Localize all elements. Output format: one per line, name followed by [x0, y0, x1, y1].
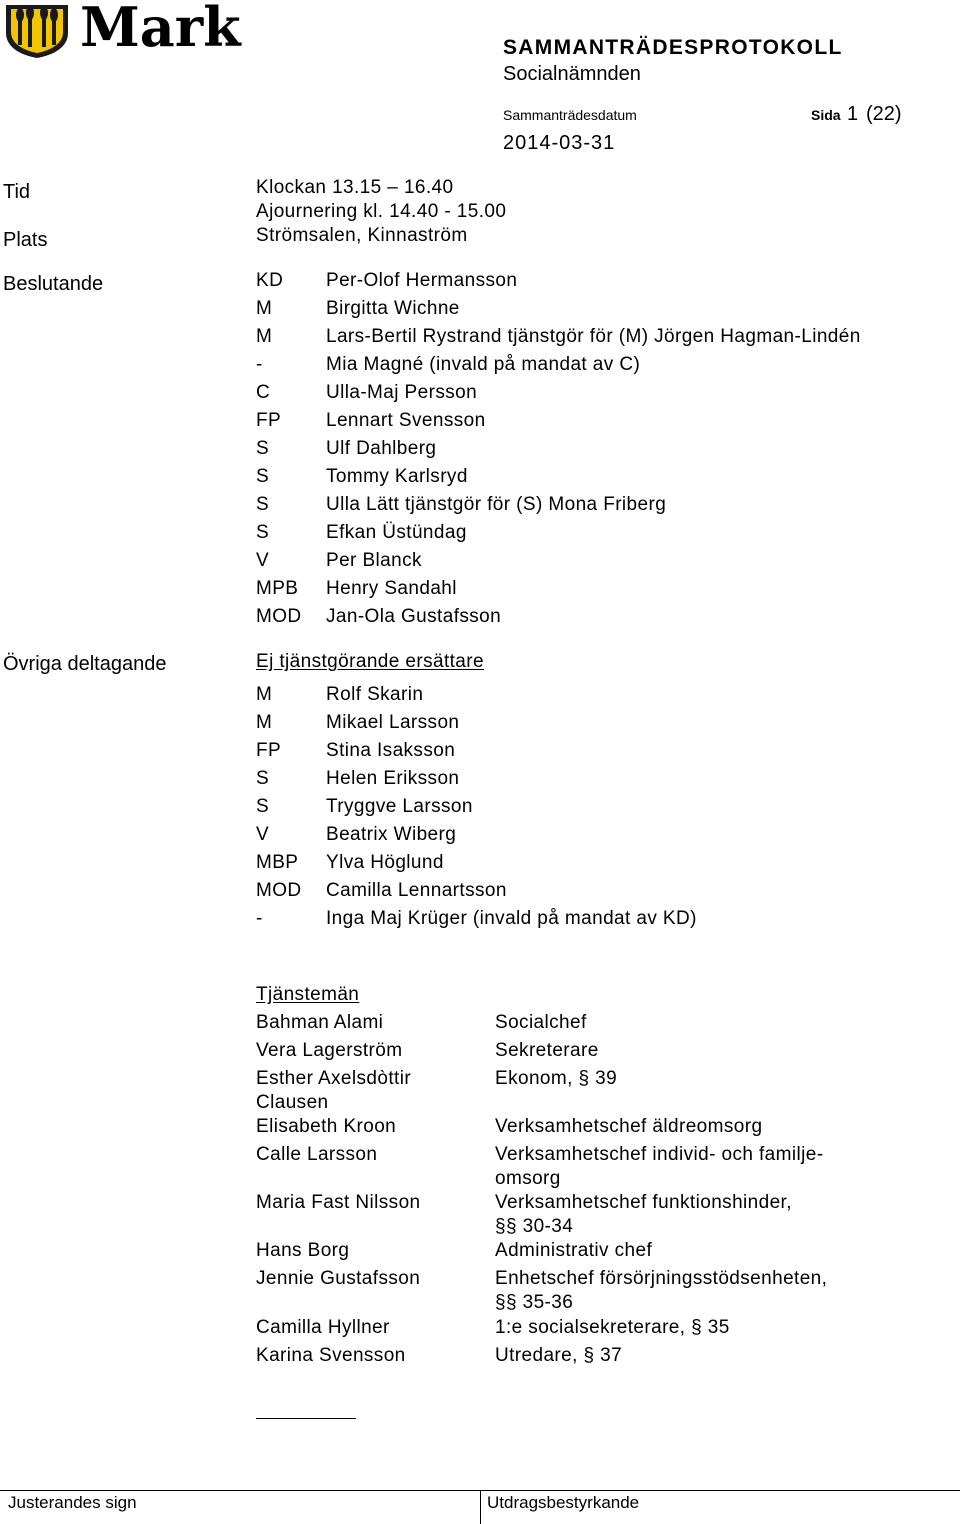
label-plats: Plats	[3, 229, 48, 251]
page-total: (22)	[866, 103, 902, 125]
member-name: Inga Maj Krüger (invald på mandat av KD)	[326, 908, 697, 929]
committee-name: Socialnämnden	[503, 63, 641, 85]
substitutes-heading: Ej tjänstgörande ersättare	[256, 651, 484, 672]
meeting-date: 2014-03-31	[503, 132, 616, 154]
label-beslutande: Beslutande	[3, 273, 104, 295]
party-code: S	[256, 796, 270, 817]
official-name: Elisabeth Kroon	[256, 1116, 397, 1137]
municipality-logo	[4, 0, 244, 59]
official-role: omsorg	[495, 1168, 561, 1189]
footer-justerandes-sign: Justerandes sign	[8, 1493, 137, 1512]
member-name: Mikael Larsson	[326, 712, 460, 733]
member-name: Jan-Ola Gustafsson	[326, 606, 502, 627]
page-number: 1	[847, 103, 859, 125]
official-role: Socialchef	[495, 1012, 587, 1033]
officials-heading: Tjänstemän	[256, 984, 360, 1005]
member-name: Helen Eriksson	[326, 768, 460, 789]
member-name: Rolf Skarin	[326, 684, 424, 705]
official-role: Verksamhetschef äldreomsorg	[495, 1116, 763, 1137]
official-name: Calle Larsson	[256, 1144, 378, 1165]
label-tid: Tid	[3, 181, 31, 203]
member-name: Lennart Svensson	[326, 410, 486, 431]
label-ovriga-deltagande: Övriga deltagande	[3, 653, 167, 675]
official-role: §§ 35-36	[495, 1292, 574, 1313]
official-name: Karina Svensson	[256, 1345, 406, 1366]
official-name: Esther Axelsdòttir	[256, 1068, 412, 1089]
member-name: Per Blanck	[326, 550, 422, 571]
party-code: FP	[256, 410, 282, 431]
footer-column-divider	[480, 1490, 481, 1524]
official-role: Verksamhetschef individ- och familje-	[495, 1144, 824, 1165]
party-code: M	[256, 684, 273, 705]
official-role: Administrativ chef	[495, 1240, 653, 1261]
member-name: Efkan Üstündag	[326, 522, 467, 543]
party-code: M	[256, 712, 273, 733]
party-code: S	[256, 494, 270, 515]
member-name: Ulla-Maj Persson	[326, 382, 478, 403]
party-code: MOD	[256, 880, 302, 901]
party-code: FP	[256, 740, 282, 761]
official-name: Hans Borg	[256, 1240, 350, 1261]
member-name: Beatrix Wiberg	[326, 824, 457, 845]
party-code: M	[256, 326, 273, 347]
member-name: Tommy Karlsryd	[326, 466, 468, 487]
member-name: Per-Olof Hermansson	[326, 270, 518, 291]
official-name: Jennie Gustafsson	[256, 1268, 421, 1289]
meeting-place: Strömsalen, Kinnaström	[256, 225, 468, 246]
party-code: S	[256, 466, 270, 487]
official-role: Enhetschef försörjningsstödsenheten,	[495, 1268, 828, 1289]
member-name: Stina Isaksson	[326, 740, 456, 761]
party-code: S	[256, 438, 270, 459]
member-name: Lars-Bertil Rystrand tjänstgör för (M) Jörgen Hagman-Lindén	[326, 326, 861, 347]
party-code: S	[256, 522, 270, 543]
party-code: C	[256, 382, 271, 403]
official-name: Camilla Hyllner	[256, 1317, 390, 1338]
time-line: Klockan 13.15 – 16.40	[256, 177, 454, 198]
member-name: Ylva Höglund	[326, 852, 444, 873]
party-code: V	[256, 824, 270, 845]
member-name: Ulf Dahlberg	[326, 438, 437, 459]
party-code: KD	[256, 270, 284, 291]
coat-of-arms-icon	[4, 3, 70, 59]
member-name: Mia Magné (invald på mandat av C)	[326, 354, 641, 375]
party-code: S	[256, 768, 270, 789]
official-role: Ekonom, § 39	[495, 1068, 618, 1089]
party-code: MBP	[256, 852, 299, 873]
member-name: Camilla Lennartsson	[326, 880, 507, 901]
official-role: §§ 30-34	[495, 1216, 574, 1237]
official-role: Verksamhetschef funktionshinder,	[495, 1192, 792, 1213]
meeting-date-label: Sammanträdesdatum	[503, 107, 637, 123]
member-name: Tryggve Larsson	[326, 796, 473, 817]
party-code: MPB	[256, 578, 299, 599]
member-name: Birgitta Wichne	[326, 298, 460, 319]
signature-line	[256, 1418, 356, 1419]
official-name: Bahman Alami	[256, 1012, 384, 1033]
footer-utdragsbestyrkande: Utdragsbestyrkande	[487, 1493, 640, 1512]
member-name: Ulla Lätt tjänstgör för (S) Mona Friberg	[326, 494, 667, 515]
adjournment-line: Ajournering kl. 14.40 - 15.00	[256, 201, 507, 222]
official-role: Sekreterare	[495, 1040, 599, 1061]
official-name: Maria Fast Nilsson	[256, 1192, 421, 1213]
document-title: SAMMANTRÄDESPROTOKOLL	[503, 36, 843, 59]
party-code: -	[256, 354, 263, 375]
party-code: MOD	[256, 606, 302, 627]
official-role: 1:e socialsekreterare, § 35	[495, 1317, 730, 1338]
member-name: Henry Sandahl	[326, 578, 457, 599]
page-label: Sida	[811, 107, 841, 123]
official-name: Clausen	[256, 1092, 329, 1113]
official-name: Vera Lagerström	[256, 1040, 403, 1061]
party-code: V	[256, 550, 270, 571]
party-code: -	[256, 908, 263, 929]
logo-wordmark: Mark	[80, 0, 241, 59]
party-code: M	[256, 298, 273, 319]
official-role: Utredare, § 37	[495, 1345, 623, 1366]
